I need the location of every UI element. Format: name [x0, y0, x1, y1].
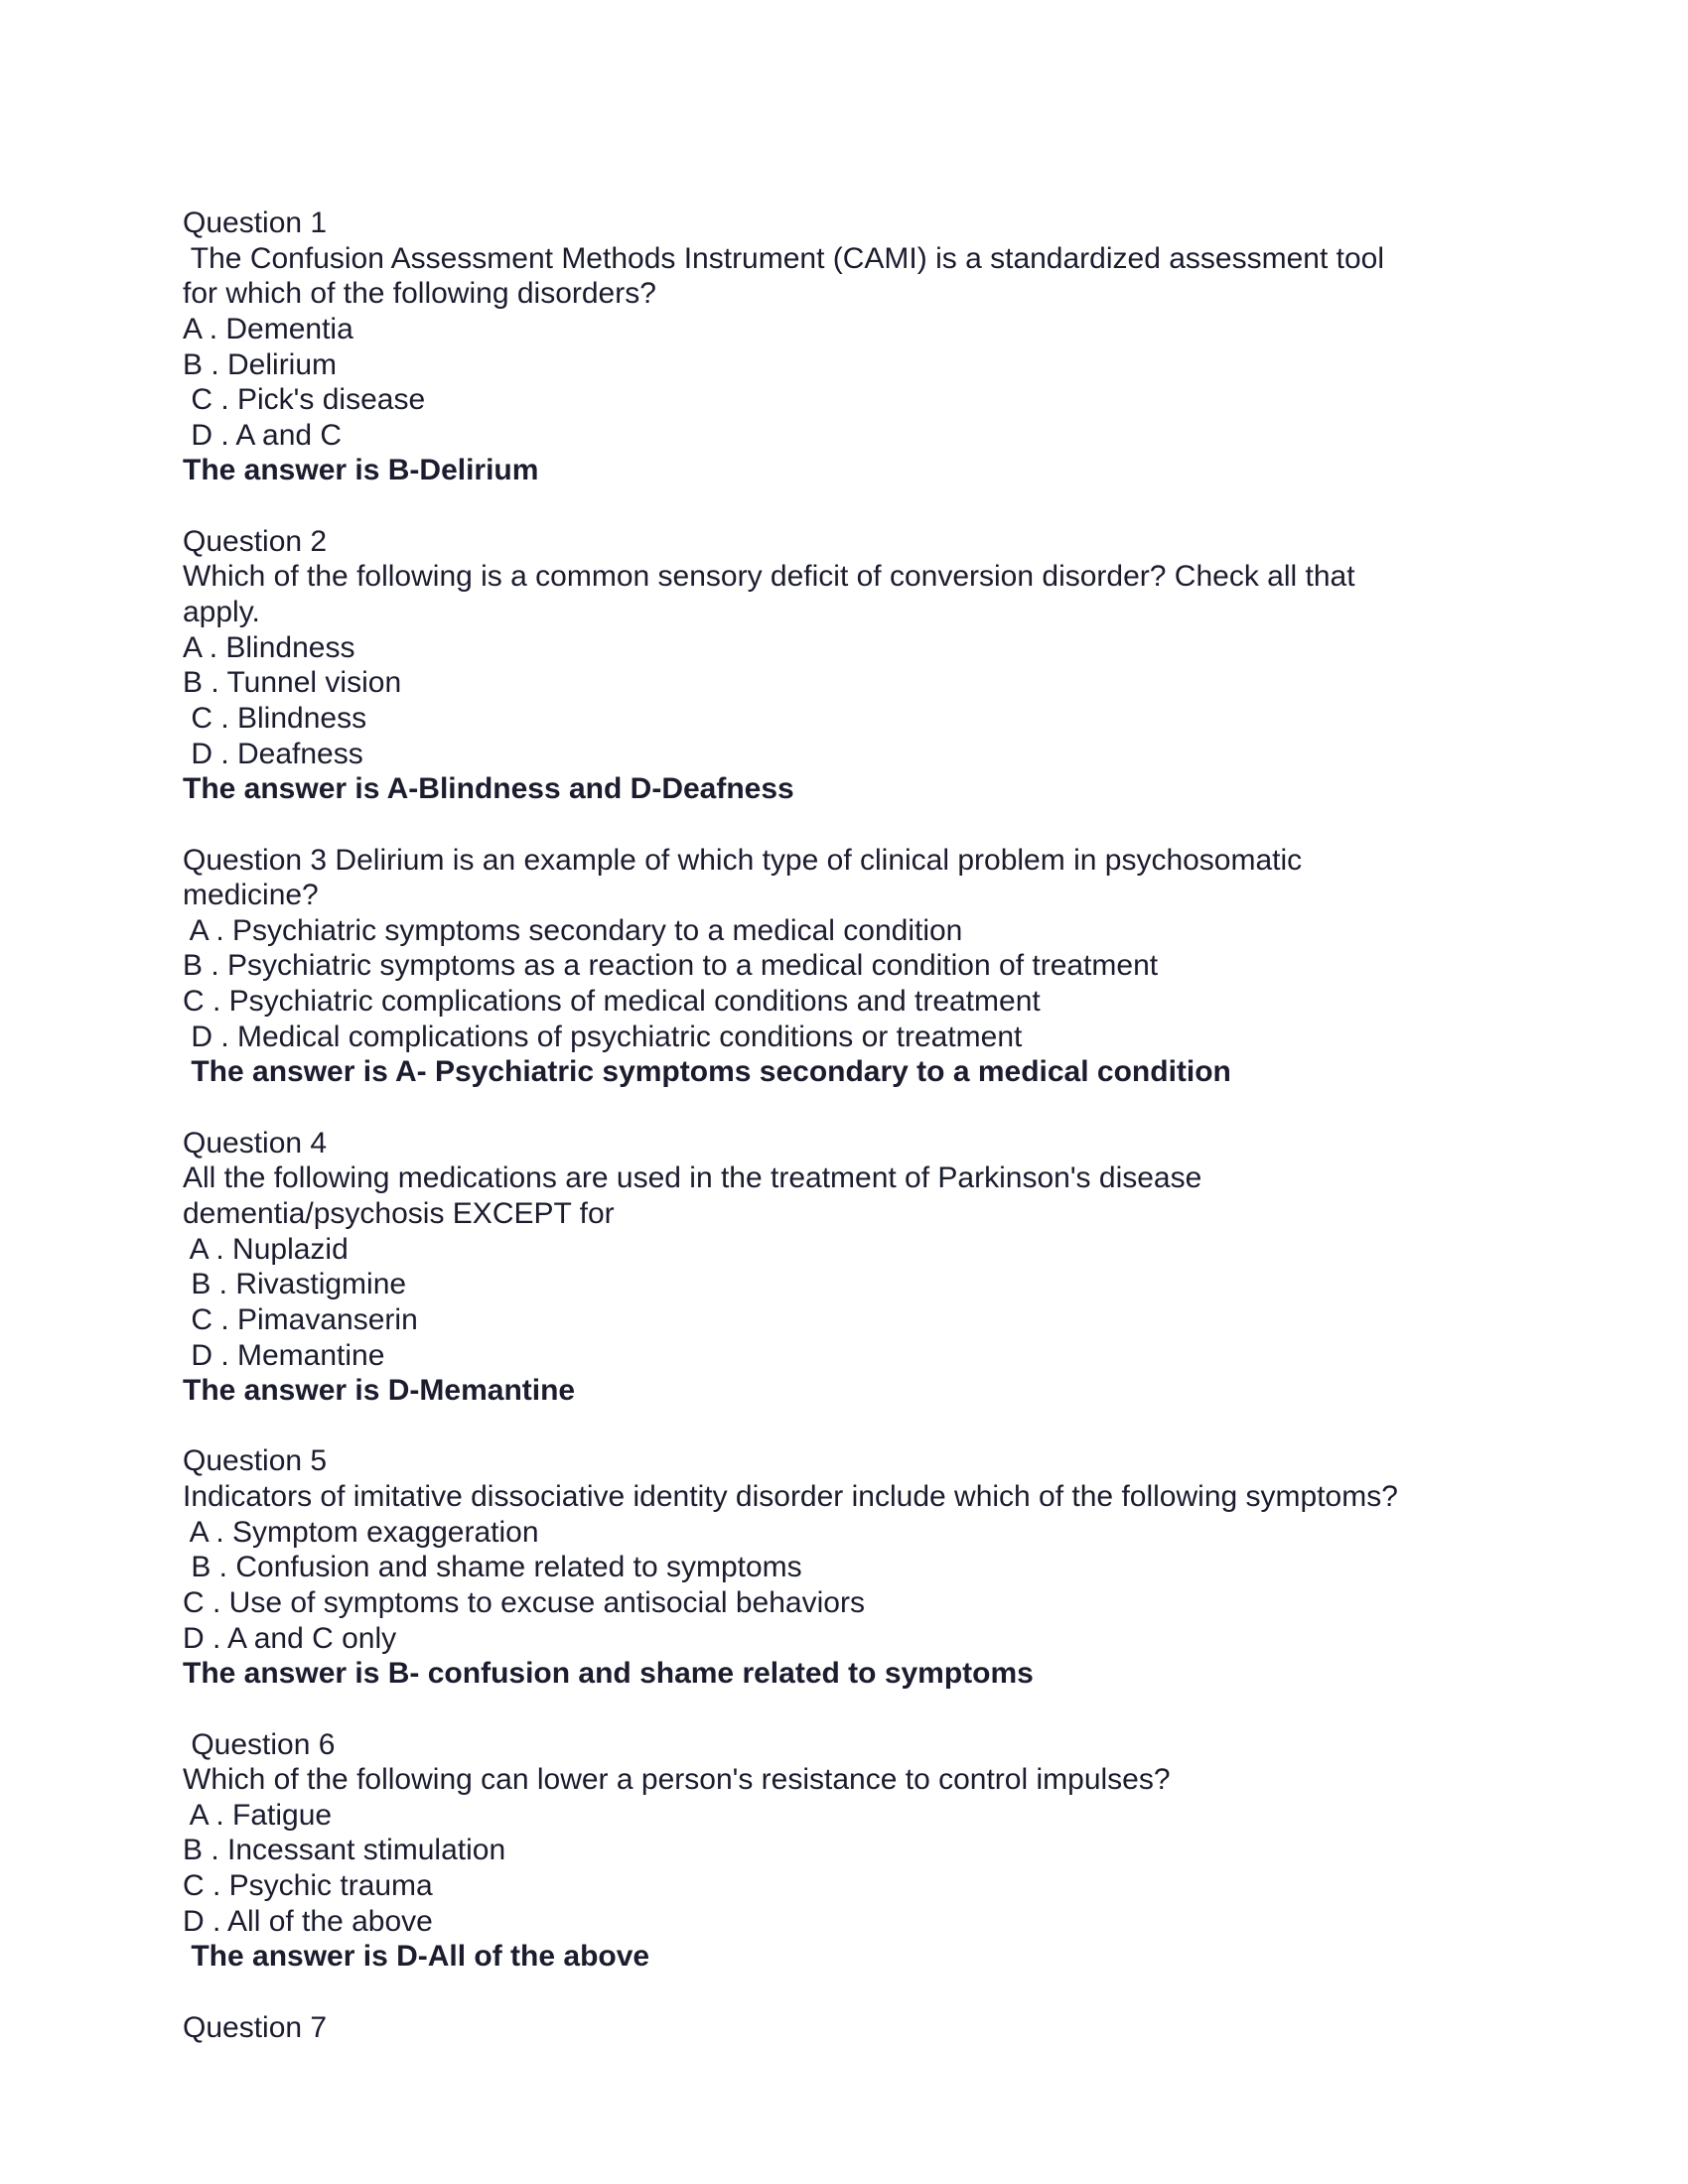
spacer: [183, 807, 1533, 843]
question-text-line: Which of the following can lower a person's resistance to control impulses?: [183, 1763, 1171, 1797]
question-text-line: A . Fatigue: [183, 1798, 333, 1832]
question-text-line: A . Psychiatric symptoms secondary to a medical condition: [183, 913, 963, 947]
question-text-line: for which of the following disorders?: [183, 277, 656, 311]
question-text-line: B . Delirium: [183, 347, 338, 381]
question-text-line: A . Nuplazid: [183, 1232, 349, 1266]
question-text-line: C . Use of symptoms to excuse antisocial behaviors: [183, 1585, 865, 1619]
question-heading: Question 3 Delirium is an example of which type of clinical problem in psychosomatic: [183, 843, 1303, 877]
question-text-line: All the following medications are used in the treatment of Parkinson's disease: [183, 1161, 1202, 1195]
question-text-line: A . Blindness: [183, 630, 355, 664]
question-text-line: Indicators of imitative dissociative identity disorder include which of the following symptoms?: [183, 1480, 1398, 1514]
answer-line: The answer is B- confusion and shame related to symptoms: [183, 1657, 1034, 1691]
question-text-line: D . All of the above: [183, 1904, 433, 1938]
question-text-line: D . Memantine: [183, 1338, 385, 1372]
question-block: [183, 205, 1533, 524]
question-text-line: D . A and C: [183, 418, 343, 452]
question-text-line: D . Deafness: [183, 737, 363, 770]
question-text-line: The Confusion Assessment Methods Instrument (CAMI) is a standardized assessment tool: [183, 241, 1384, 275]
question-text-line: medicine?: [183, 879, 319, 912]
answer-line: The answer is A-Blindness and D-Deafness: [183, 772, 794, 806]
document-body: [183, 205, 1533, 2045]
question-text-line: B . Incessant stimulation: [183, 1834, 506, 1867]
question-text-line: apply.: [183, 596, 260, 629]
question-text-line: Which of the following is a common sensory deficit of conversion disorder? Check all that: [183, 560, 1355, 594]
spacer: [183, 1975, 1533, 2010]
answer-line: The answer is D-Memantine: [183, 1374, 576, 1408]
question-block: [183, 1126, 1533, 1444]
question-text-line: C . Psychiatric complications of medical conditions and treatment: [183, 985, 1041, 1019]
question-text-line: D . Medical complications of psychiatric conditions or treatment: [183, 1020, 1023, 1053]
question-heading: Question 6: [183, 1727, 336, 1761]
question-text-line: A . Symptom exaggeration: [183, 1515, 539, 1549]
question-text-line: C . Blindness: [183, 701, 367, 735]
question-heading: Question 1: [183, 206, 328, 239]
question-text-line: C . Pick's disease: [183, 383, 426, 417]
question-heading: Question 4: [183, 1126, 328, 1160]
question-heading: Question 5: [183, 1444, 328, 1478]
question-text-line: B . Tunnel vision: [183, 666, 402, 700]
question-heading: Question 2: [183, 524, 328, 558]
spacer: [183, 1692, 1533, 1727]
question-block: [183, 524, 1533, 843]
question-text-line: D . A and C only: [183, 1621, 397, 1655]
question-text-line: B . Psychiatric symptoms as a reaction to a medical condition of treatment: [183, 949, 1159, 983]
question-text-line: C . Psychic trauma: [183, 1869, 433, 1903]
spacer: [183, 488, 1533, 524]
question-text-line: C . Pimavanserin: [183, 1302, 418, 1336]
answer-line: The answer is D-All of the above: [183, 1940, 650, 1974]
question-text-line: A . Dementia: [183, 312, 353, 345]
answer-line: The answer is B-Delirium: [183, 454, 539, 487]
question-block: [183, 1443, 1533, 1726]
question-text-line: B . Confusion and shame related to symptoms: [183, 1551, 802, 1584]
question-block: [183, 843, 1533, 1126]
question-text-line: dementia/psychosis EXCEPT for: [183, 1196, 615, 1230]
spacer: [183, 1409, 1533, 1444]
question-text-line: B . Rivastigmine: [183, 1268, 407, 1301]
spacer: [183, 1090, 1533, 1126]
answer-line: The answer is A- Psychiatric symptoms secondary to a medical condition: [183, 1055, 1231, 1089]
question-heading: Question 7: [183, 2010, 328, 2044]
question-block: [183, 1727, 1533, 2010]
